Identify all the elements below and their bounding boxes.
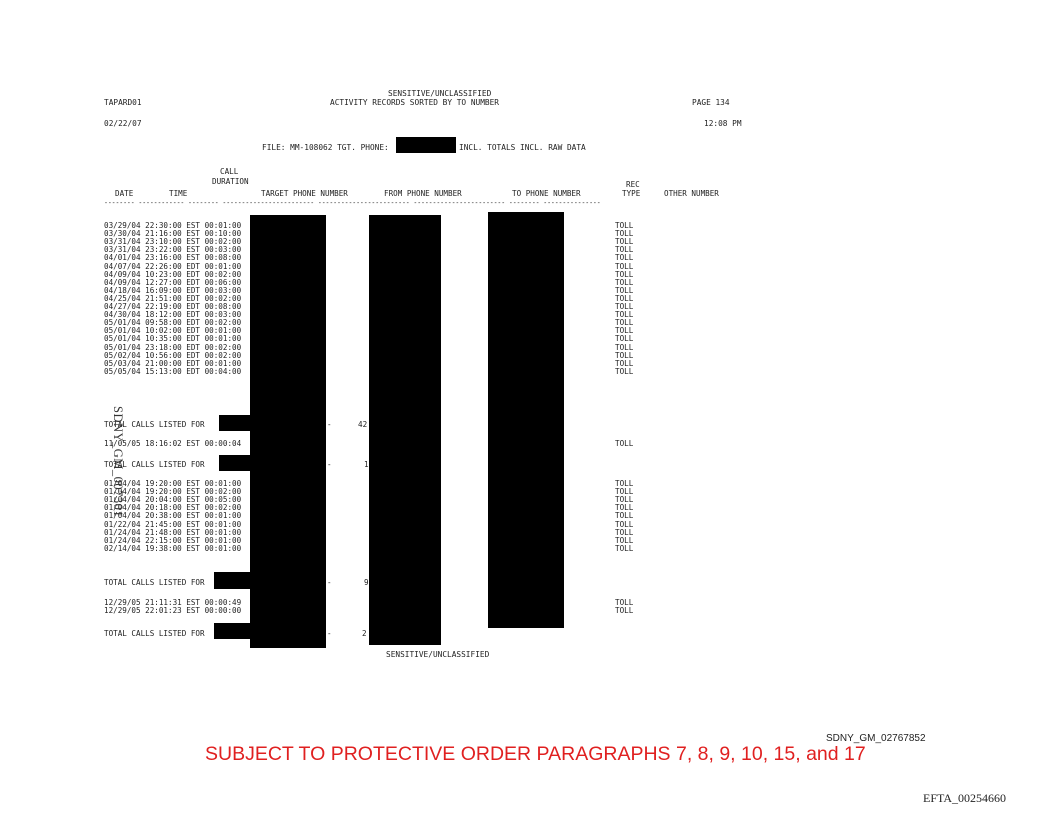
table-row: 05/01/04 10:35:00 EDT 00:01:00 [104,334,242,344]
table-row: 01/24/04 21:48:00 EST 00:01:00 [104,527,242,537]
rec-type: TOLL [615,487,634,497]
total-count: 1 [364,460,369,469]
side-bates-stamp: SDNY_GM_007301 [111,406,125,518]
table-row: 03/29/04 22:30:00 EST 00:01:00 [104,221,242,230]
col-date: DATE [115,189,134,198]
col-to: TO PHONE NUMBER [512,189,581,198]
table-row: 04/09/04 12:27:00 EDT 00:06:00 [104,277,242,287]
rec-type: TOLL [615,342,634,352]
rec-type: TOLL [615,543,634,553]
table-row: 05/03/04 21:00:00 EDT 00:01:00 [104,358,242,368]
redaction-total-number [219,415,251,431]
table-row: 04/30/04 18:12:00 EDT 00:03:00 [104,310,242,320]
report-time: 12:08 PM [704,119,742,128]
rec-type: TOLL [615,221,634,230]
rec-type: TOLL [615,334,634,344]
rec-type: TOLL [615,261,634,271]
table-row: 04/07/04 22:26:00 EDT 00:01:00 [104,261,242,271]
total-label: TOTAL CALLS LISTED FOR [104,460,205,469]
rec-type: TOLL [615,479,634,488]
rec-type: TOLL [615,495,634,505]
col-target: TARGET PHONE NUMBER [261,189,348,198]
table-row: 04/18/04 16:09:00 EDT 00:03:00 [104,285,242,295]
table-row: 12/29/05 22:01:23 EST 00:00:00 [104,606,242,615]
total-dash: - [327,420,332,429]
rec-type: TOLL [615,511,634,521]
rec-type: TOLL [615,366,634,376]
bates-number: SDNY_GM_02767852 [826,733,926,744]
col-type: TYPE [622,189,641,198]
rec-type: TOLL [615,439,634,448]
table-row: 01/04/04 20:38:00 EST 00:01:00 [104,511,242,521]
redaction-total-number [219,455,251,471]
table-row: 01/04/04 20:04:00 EST 00:05:00 [104,495,242,505]
rec-type: TOLL [615,269,634,279]
incl-label: INCL. TOTALS INCL. RAW DATA [459,143,586,152]
redaction-total-number [214,572,252,589]
rec-type: TOLL [615,519,634,529]
report-id: TAPARD01 [104,98,142,107]
classification-bottom: SENSITIVE/UNCLASSIFIED [386,650,490,659]
redaction-target-column [250,215,326,648]
col-rec: REC [626,180,640,189]
col-from: FROM PHONE NUMBER [384,189,462,198]
table-row: 02/14/04 19:38:00 EST 00:01:00 [104,543,242,553]
rec-type: TOLL [615,237,634,247]
efta-number: EFTA_00254660 [923,791,1007,805]
table-row: 05/01/04 23:18:00 EDT 00:02:00 [104,342,242,352]
total-dash: - [327,629,332,638]
table-row: 05/01/04 10:02:00 EDT 00:01:00 [104,326,242,336]
rec-type: TOLL [615,229,634,239]
table-row: 01/22/04 21:45:00 EST 00:01:00 [104,519,242,529]
total-dash: - [327,578,332,587]
table-row: 05/05/04 15:13:00 EDT 00:04:00 [104,366,242,376]
table-row: 04/27/04 22:19:00 EDT 00:08:00 [104,302,242,311]
rec-type: TOLL [615,326,634,336]
table-row: 04/25/04 21:51:00 EDT 00:02:00 [104,293,242,303]
protective-order-notice: SUBJECT TO PROTECTIVE ORDER PARAGRAPHS 7, 8, 9, 10, 15, and 17 [205,743,866,765]
total-count: 9 [364,578,369,587]
table-row: 01/04/04 19:20:00 EST 00:02:00 [104,487,242,497]
table-row: 05/01/04 09:58:00 EDT 00:02:00 [104,318,242,328]
total-label: TOTAL CALLS LISTED FOR [104,629,205,638]
table-row: 04/01/04 23:16:00 EST 00:08:00 [104,253,242,263]
classification-top: SENSITIVE/UNCLASSIFIED [388,89,492,98]
report-date: 02/22/07 [104,119,142,128]
redaction-to-column [488,212,564,628]
rec-type: TOLL [615,277,634,287]
redaction-total-number [214,623,252,639]
col-other: OTHER NUMBER [664,189,719,198]
table-row: 03/31/04 23:22:00 EST 00:03:00 [104,245,242,255]
table-row: 12/29/05 21:11:31 EST 00:00:49 [104,598,242,607]
total-label: TOTAL CALLS LISTED FOR [104,578,205,587]
table-row: 03/31/04 23:10:00 EST 00:02:00 [104,237,242,247]
rec-type: TOLL [615,302,634,311]
total-count: 42 [358,420,368,429]
rec-type: TOLL [615,245,634,255]
file-label: FILE: MM-108062 TGT. PHONE: [262,143,389,152]
rec-type: TOLL [615,310,634,320]
table-row: 01/04/04 20:18:00 EST 00:02:00 [104,503,242,513]
table-row: 05/02/04 10:56:00 EDT 00:02:00 [104,350,242,360]
rec-type: TOLL [615,606,634,615]
col-time: TIME [169,189,188,198]
col-duration: DURATION [212,177,249,186]
total-label: TOTAL CALLS LISTED FOR [104,420,205,429]
table-row: 04/09/04 10:23:00 EDT 00:02:00 [104,269,242,279]
rec-type: TOLL [615,503,634,513]
rec-type: TOLL [615,350,634,360]
table-row: 01/04/04 19:20:00 EST 00:01:00 [104,479,242,488]
total-count: 2 [362,629,367,638]
total-dash: - [327,460,332,469]
rec-type: TOLL [615,285,634,295]
table-row: 03/30/04 21:16:00 EST 00:10:00 [104,229,242,239]
rec-type: TOLL [615,253,634,263]
redaction-from-column [369,215,441,645]
rec-type: TOLL [615,598,634,607]
rec-type: TOLL [615,535,634,545]
table-row: 01/24/04 22:15:00 EST 00:01:00 [104,535,242,545]
rec-type: TOLL [615,527,634,537]
redaction-target-phone-header [396,137,456,153]
column-rule: -------- ------------ -------- ------------------------ ------------------------ ------------------------ -------- --------------- [104,199,601,207]
rec-type: TOLL [615,358,634,368]
rec-type: TOLL [615,293,634,303]
report-title: ACTIVITY RECORDS SORTED BY TO NUMBER [330,98,499,107]
col-call: CALL [220,167,239,176]
rec-type: TOLL [615,318,634,328]
page-number: PAGE 134 [692,98,730,107]
table-row: 11/05/05 18:16:02 EST 00:00:04 [104,439,242,448]
